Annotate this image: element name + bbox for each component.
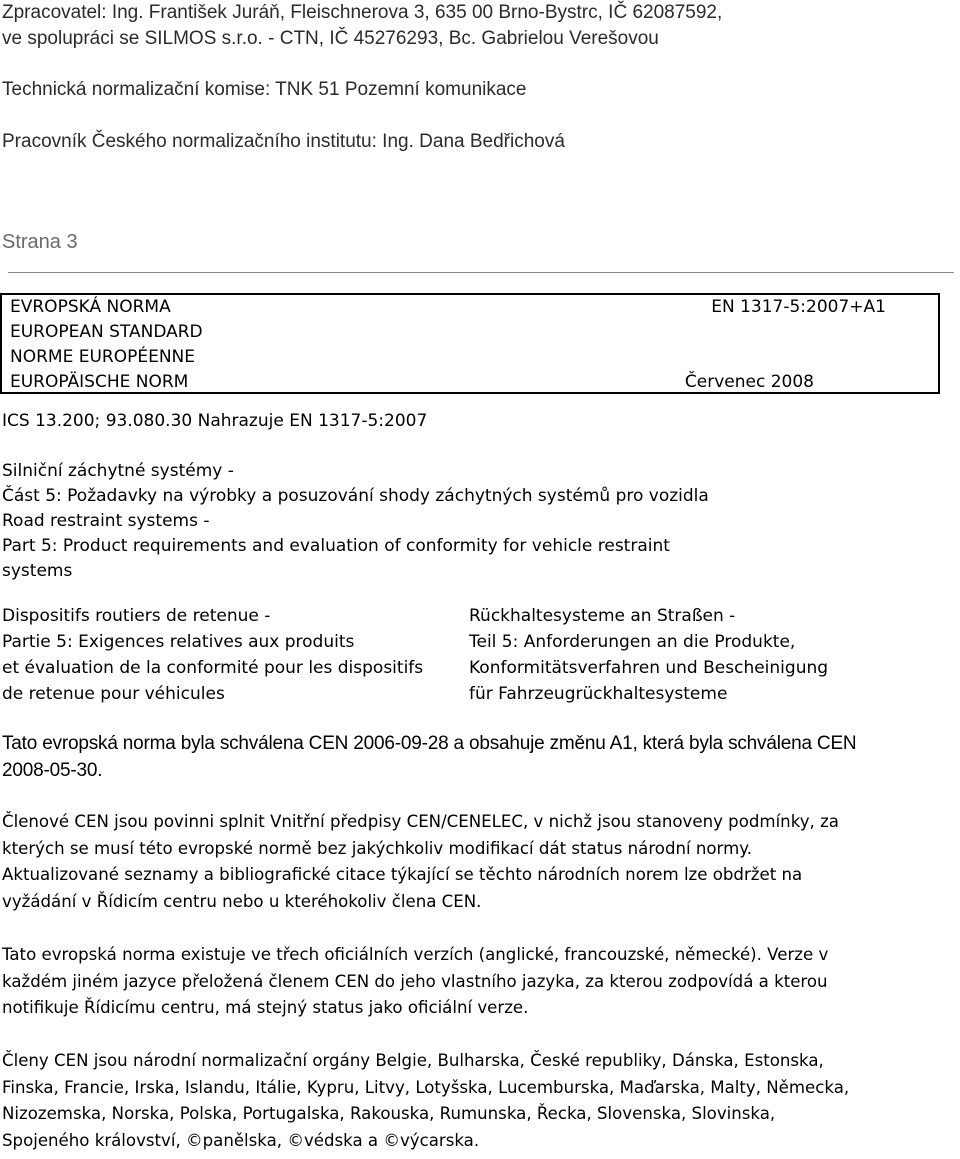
title-en-line-3: systems — [2, 561, 73, 581]
title-en-line-1: Road restraint systems - — [2, 511, 210, 531]
standard-number: EN 1317-5:2007+A1 — [711, 297, 886, 317]
title-de-line: für Fahrzeugrückhaltesysteme — [469, 684, 728, 704]
paragraph-line: Tato evropská norma existuje ve třech oficiálních verzích (anglické, francouzské, německé). Verze v — [2, 945, 829, 964]
members-obligation-paragraph — [2, 809, 839, 915]
paragraph-line: vyžádání v Řídicím centru nebo u kteréhokoliv člena CEN. — [2, 891, 482, 911]
paragraph-line-last — [2, 1128, 849, 1155]
title-de — [469, 603, 828, 707]
copyright-glyph-icon: © — [287, 1130, 304, 1150]
title-cs-line-2: Část 5: Požadavky na výrobky a posuzování shody záchytných systémů pro vozidla — [2, 486, 709, 506]
paragraph-line: Finska, Francie, Irska, Islandu, Itálie, Kypru, Litvy, Lotyšska, Lucemburska, Maďarska, Malty, Německa, — [2, 1077, 850, 1097]
standard-name-cs: EVROPSKÁ NORMA — [10, 297, 171, 317]
standard-name-de: EUROPÄISCHE NORM — [10, 372, 189, 392]
approval-line-1: Tato evropská norma byla schválena CEN 2006-09-28 a obsahuje změnu A1, která byla schválena CEN — [2, 733, 857, 754]
title-fr — [2, 603, 423, 707]
title-de-line: Teil 5: Anforderungen an die Produkte, — [469, 632, 796, 652]
standard-name-en: EUROPEAN STANDARD — [10, 322, 203, 342]
title-fr-line: Partie 5: Exigences relatives aux produits — [2, 632, 355, 652]
paragraph-line: Členy CEN jsou národní normalizační orgány Belgie, Bulharska, České republiky, Dánska, Estonska, — [2, 1051, 824, 1070]
title-de-line: Rückhaltesysteme an Straßen - — [469, 606, 736, 626]
paragraph-line: kterých se musí této evropské normě bez jakýchkoliv modifikací dát status národní normy. — [2, 838, 752, 858]
title-fr-line: Dispositifs routiers de retenue - — [2, 606, 271, 626]
approval-line-2: 2008-05-30. — [2, 760, 103, 781]
institute-worker-line: Pracovník Českého normalizačního institutu: Ing. Dana Bedřichová — [2, 131, 565, 152]
text-fragment: védska a — [303, 1130, 384, 1150]
title-en-line-2: Part 5: Product requirements and evaluation of conformity for vehicle restraint — [2, 536, 670, 556]
divider — [8, 272, 954, 273]
text-fragment: panělska, — [202, 1130, 288, 1150]
committee-line: Technická normalizační komise: TNK 51 Pozemní komunikace — [2, 79, 527, 100]
copyright-glyph-icon: © — [186, 1130, 203, 1150]
standard-name-fr: NORME EUROPÉENNE — [10, 347, 196, 367]
copyright-glyph-icon: © — [383, 1130, 400, 1150]
title-fr-line: et évaluation de la conformité pour les dispositifs — [2, 658, 424, 678]
text-fragment: výcarska. — [399, 1130, 480, 1150]
title-cs-line-1: Silniční záchytné systémy - — [2, 461, 234, 481]
paragraph-line: Aktualizované seznamy a bibliografické citace týkající se těchto národních norem lze obdržet na — [2, 865, 803, 884]
paragraph-line: Nizozemska, Norska, Polska, Portugalska, Rakouska, Rumunska, Řecka, Slovenska, Slovinska, — [2, 1104, 776, 1123]
approval-paragraph — [2, 730, 856, 784]
paragraph-line: notifikuje Řídicímu centru, má stejný status jako oficiální verze. — [2, 998, 529, 1017]
title-de-line: Konformitätsverfahren und Bescheinigung — [469, 658, 829, 678]
members-list-paragraph — [2, 1048, 849, 1154]
versions-paragraph — [2, 942, 828, 1022]
paragraph-line: každém jiném jazyce přeložená členem CEN do jeho vlastního jazyka, za kterou zodpovídá a kterou — [2, 971, 828, 991]
standard-date: Červenec 2008 — [684, 372, 814, 392]
text-fragment: Spojeného království, — [2, 1130, 187, 1150]
processor-line-2: ve spolupráci se SILMOS s.r.o. - CTN, IČ 45276293, Bc. Gabrielou Verešovou — [2, 28, 659, 49]
page-label: Strana 3 — [2, 231, 78, 253]
standard-header-box — [0, 293, 940, 394]
paragraph-line: Členové CEN jsou povinni splnit Vnitřní předpisy CEN/CENELEC, v nichž jsou stanoveny podmínky, za — [2, 812, 839, 831]
title-fr-line: de retenue pour véhicules — [2, 684, 225, 704]
ics-line: ICS 13.200; 93.080.30 Nahrazuje EN 1317-5:2007 — [2, 411, 428, 431]
standard-titles — [2, 459, 709, 584]
processor-line-1: Zpracovatel: Ing. František Juráň, Fleischnerova 3, 635 00 Brno-Bystrc, IČ 62087592, — [2, 2, 723, 23]
